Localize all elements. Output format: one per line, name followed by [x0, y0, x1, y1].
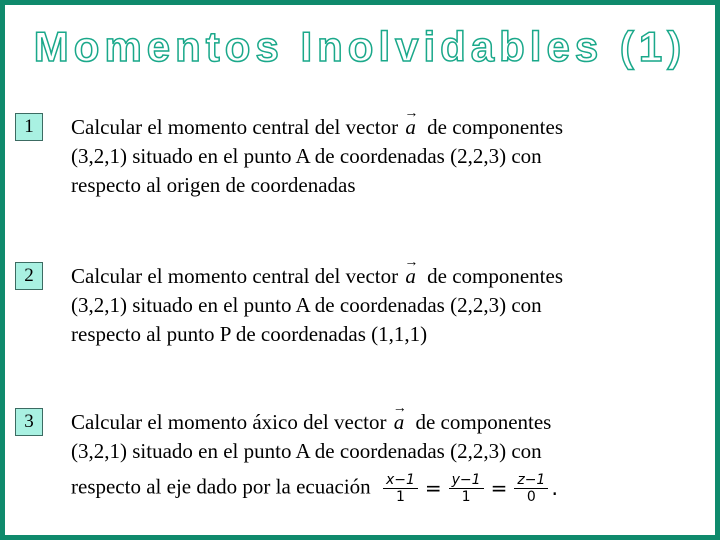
problem-number-1: 1: [15, 113, 43, 141]
vector-a-symbol: → a: [405, 113, 416, 142]
problem-1-line1a: Calcular el momento central del vector: [71, 115, 399, 139]
problem-3-line2: (3,2,1) situado en el punto A de coordenadas (2,2,3) con: [71, 439, 542, 463]
problem-2-line3: respecto al punto P de coordenadas (1,1,1): [71, 322, 428, 346]
equals-sign: =: [490, 476, 508, 500]
problem-2-line1b: de componentes: [427, 264, 563, 288]
vector-a-symbol: → a: [394, 408, 405, 437]
problem-1-line2: (3,2,1) situado en el punto A de coordenadas (2,2,3) con: [71, 144, 542, 168]
problem-number-2: 2: [15, 262, 43, 290]
problem-3-line3: respecto al eje dado por la ecuación: [71, 474, 371, 499]
problem-3-line1b: de componentes: [415, 410, 552, 434]
problem-2-line1a: Calcular el momento central del vector: [71, 264, 399, 288]
fraction-y: [449, 472, 484, 505]
fraction-x-numerator: x−1: [383, 472, 418, 489]
problem-number-3: 3: [15, 408, 43, 436]
equation-period: .: [551, 476, 559, 500]
problem-1-text: [71, 113, 671, 200]
problem-3-line1a: Calcular el momento áxico del vector: [71, 410, 387, 434]
equals-sign: =: [424, 476, 442, 500]
fraction-x: [383, 472, 418, 505]
problem-1-line1b: de componentes: [427, 115, 563, 139]
fraction-z-numerator: z−1: [514, 472, 548, 489]
fraction-y-numerator: y−1: [449, 472, 484, 489]
fraction-y-denominator: 1: [461, 489, 471, 505]
problem-1-line3: respecto al origen de coordenadas: [71, 173, 356, 197]
fraction-z-denominator: 0: [526, 489, 536, 505]
vector-a-symbol: → a: [405, 262, 416, 291]
line-equation: [380, 472, 558, 505]
problem-2-text: [71, 262, 671, 349]
slide-title: Momentos Inolvidables (1): [33, 23, 687, 70]
problem-2-line2: (3,2,1) situado en el punto A de coordenadas (2,2,3) con: [71, 293, 542, 317]
problem-3-text: [71, 408, 671, 505]
fraction-x-denominator: 1: [395, 489, 405, 505]
fraction-z: [514, 472, 548, 505]
